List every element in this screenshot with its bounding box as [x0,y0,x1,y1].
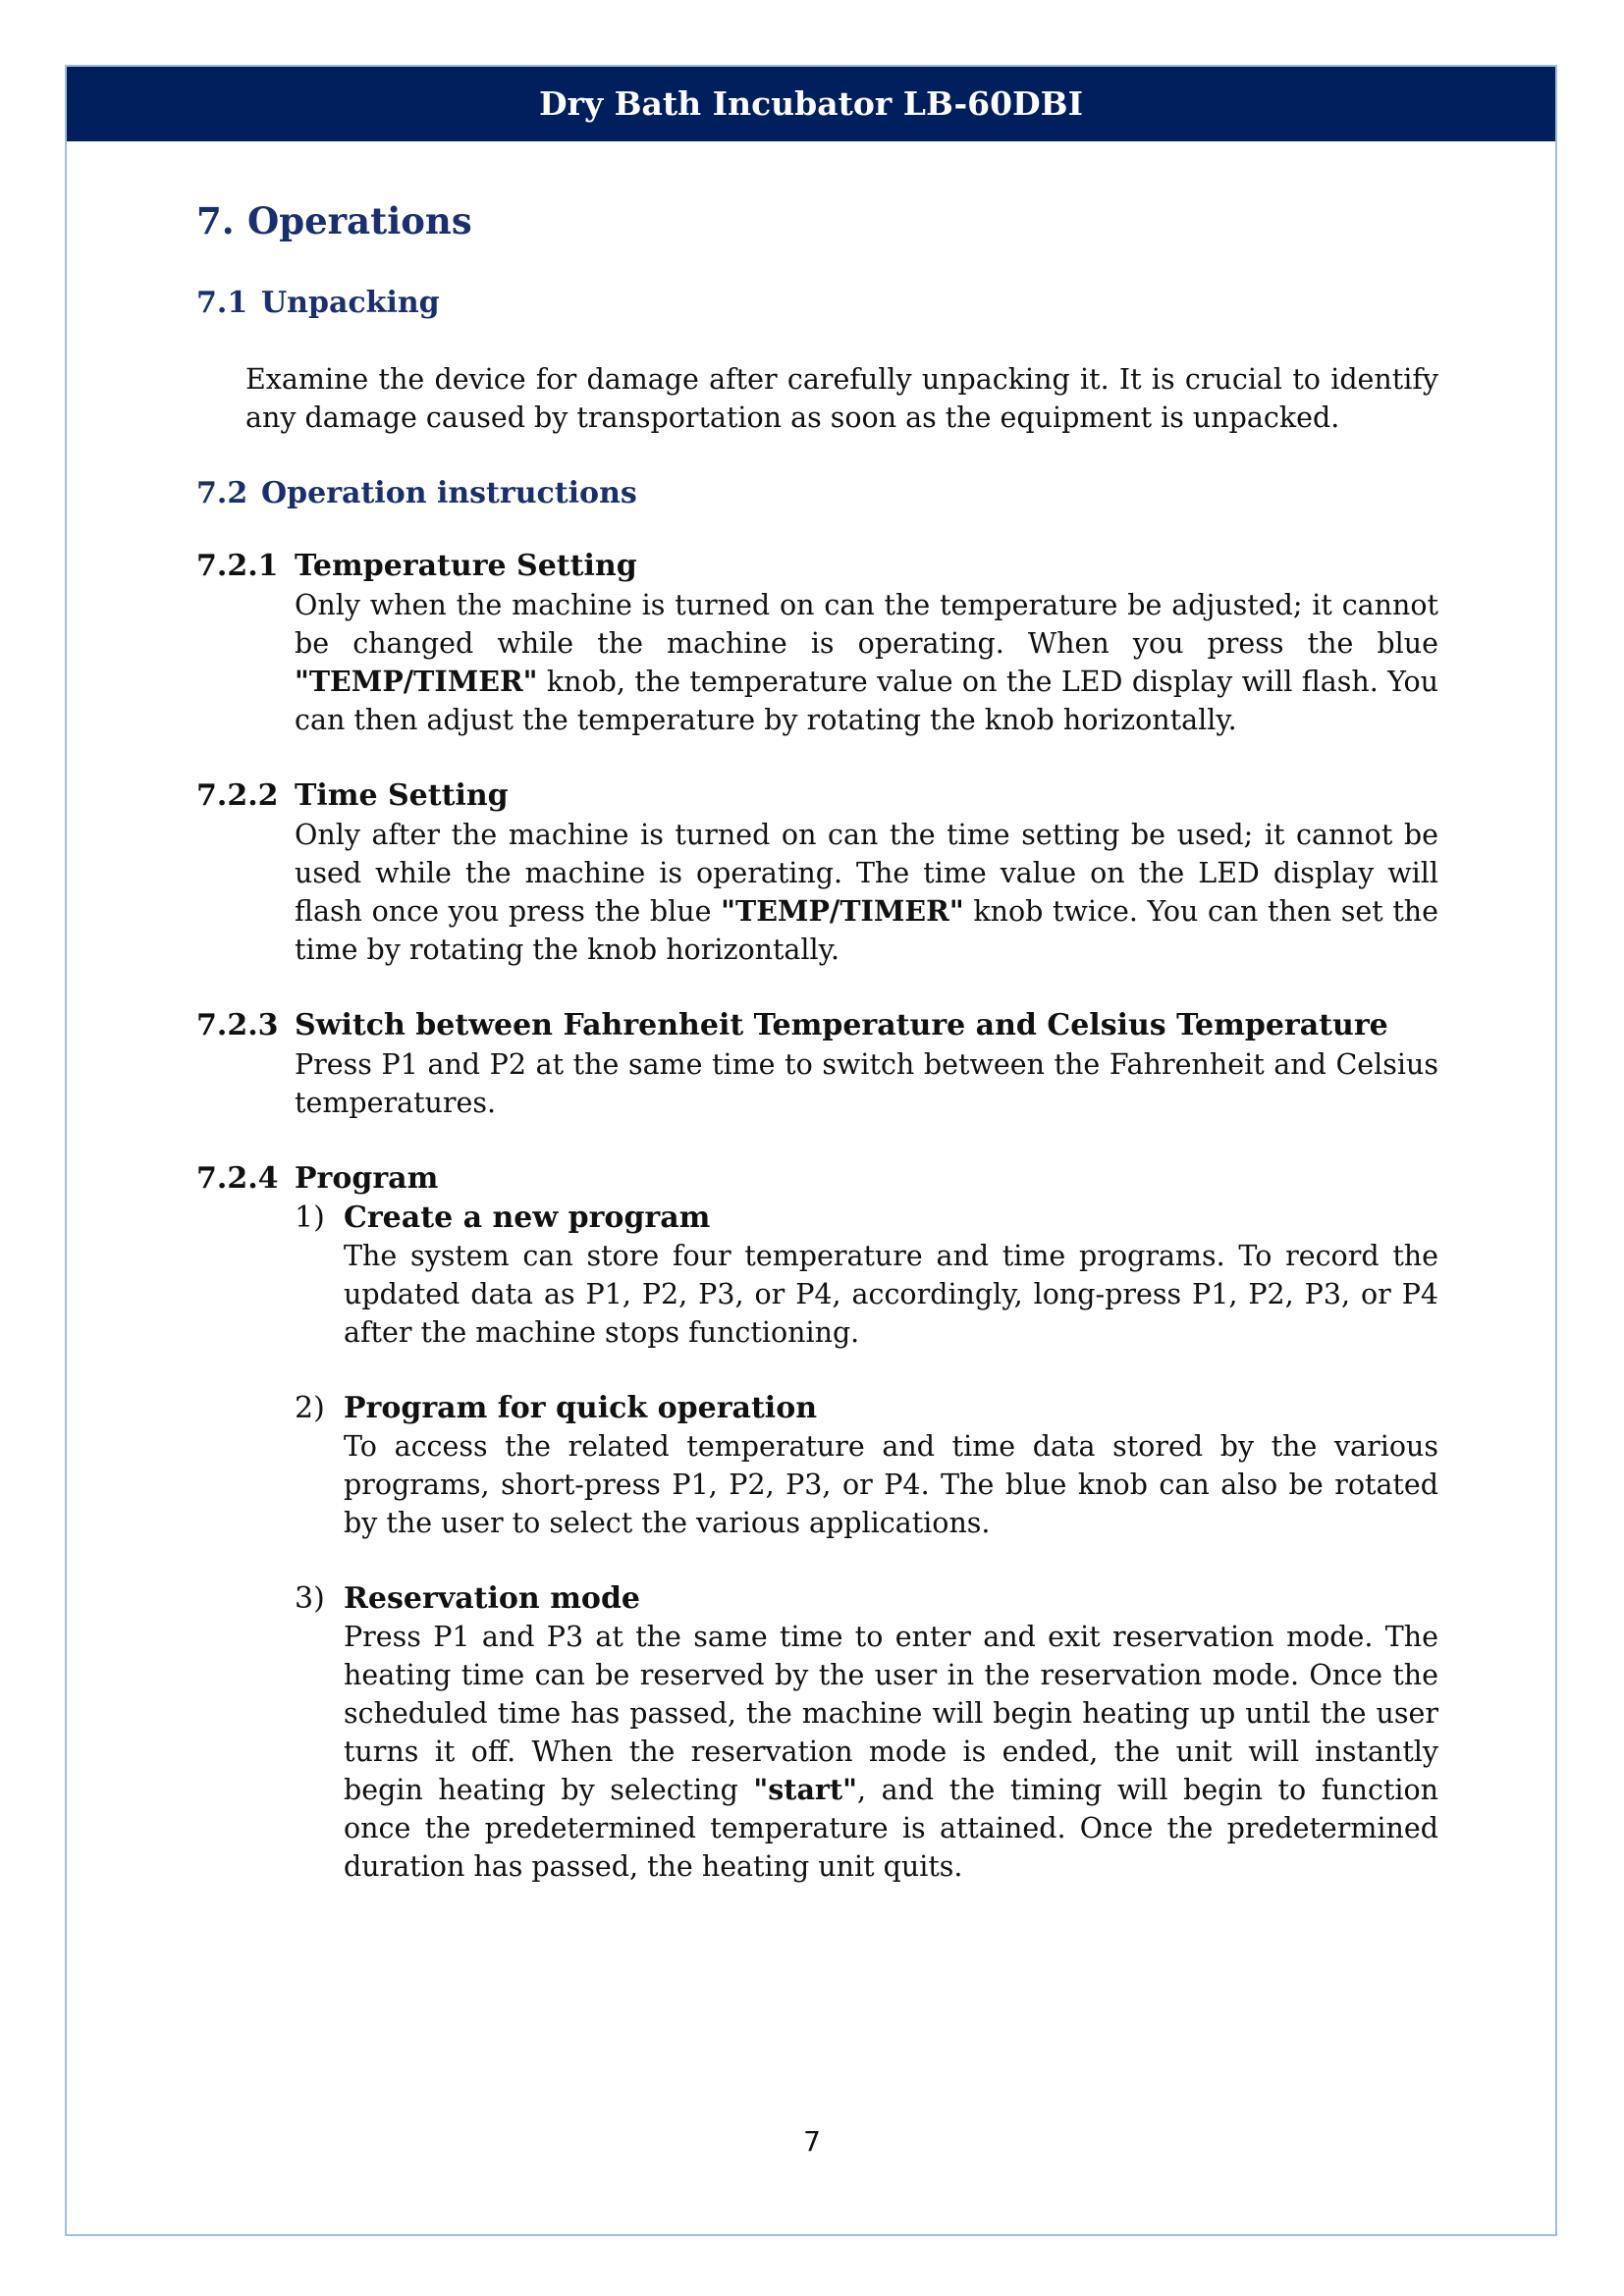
program-item-paragraph: To access the related temperature and time data stored by the various programs, short-press P1, P2, P3, or P4. The blue knob can also be rotated by the user to select the various applications. [344,1430,1438,1539]
program-item-number: 1) [295,1201,325,1235]
temp-setting-heading [196,547,1438,586]
instructions-number: 7.2 [196,476,248,510]
switch-temp-title: Switch between Fahrenheit Temperature and Celsius Temperature [295,1008,1388,1042]
program-item-number: 3) [295,1581,325,1616]
program-number: 7.2.4 [196,1161,279,1196]
switch-temp-number: 7.2.3 [196,1008,279,1042]
program-item-paragraph [344,1618,1438,1886]
instructions-heading [196,474,1438,513]
switch-temp-heading [196,1006,1438,1045]
program-item-paragraph: The system can store four temperature and time programs. To record the updated data as P1, P2, P3, or P4, accordingly, long-press P1, P2, P3, or P4 after the machine stops functioning. [344,1240,1438,1349]
document-title: Dry Bath Incubator LB-60DBI [538,84,1084,123]
temp-setting-bold: "TEMP/TIMER" [295,665,538,698]
time-setting-text-b: knob twice. You can then set the time by rotating the knob horizontally. [295,895,1438,966]
section-number: 7. [196,199,235,242]
page-number: 7 [803,2125,821,2158]
unpacking-number: 7.1 [196,286,248,320]
time-setting-text-a: Only after the machine is turned on can the time setting be used; it cannot be used while the machine is operating. The time value on the LED display will flash once you press the blue [295,819,1438,928]
program-item-title [295,1389,1438,1427]
program-item-label: Reservation mode [344,1581,641,1616]
time-setting-paragraph [295,816,1438,969]
section-heading [196,191,1438,250]
program-heading [196,1159,1438,1199]
unpacking-heading [196,284,1438,323]
program-item-label: Create a new program [344,1201,711,1235]
reservation-bold: "start" [753,1773,857,1806]
unpacking-paragraph: Examine the device for damage after carefully unpacking it. It is crucial to identify any damage caused by transportation as soon as the equipment is unpacked. [245,363,1438,434]
time-setting-number: 7.2.2 [196,778,279,813]
section-title: Operations [247,199,472,242]
program-item-title [295,1199,1438,1237]
unpacking-title: Unpacking [261,286,440,320]
time-setting-title: Time Setting [295,778,509,813]
temp-setting-title: Temperature Setting [295,549,637,583]
reservation-text-a: Press P1 and P3 at the same time to enter and exit reservation mode. The heating time can be reserved by the user in the reservation mode. Once the scheduled time has passed, the machine will begin heating up until the user turns it off. When the reservation mode is ended, the unit will instantly begin heating by selecting [344,1621,1438,1806]
reservation-text-b: , and the timing will begin to function once the predetermined temperature is attained. Once the predetermined duration has passed, the heating unit quits. [344,1774,1439,1883]
temp-setting-number: 7.2.1 [196,549,279,583]
page-content [196,191,1438,1886]
temp-setting-text-b: knob, the temperature value on the LED display will flash. You can then adjust the temperature by rotating the knob horizontally. [295,666,1438,736]
time-setting-bold: "TEMP/TIMER" [721,894,964,928]
time-setting-heading [196,776,1438,816]
temp-setting-paragraph [295,586,1438,739]
program-title: Program [295,1161,439,1196]
program-item-title [295,1579,1438,1618]
instructions-title: Operation instructions [261,476,637,510]
program-item-label: Program for quick operation [344,1391,818,1425]
document-header [67,67,1555,141]
switch-temp-paragraph: Press P1 and P2 at the same time to switch between the Fahrenheit and Celsius temperatures. [295,1048,1438,1119]
temp-setting-text-a: Only when the machine is turned on can the temperature be adjusted; it cannot be changed while the machine is operating. When you press the blue [295,589,1438,660]
program-item-number: 2) [295,1391,325,1425]
